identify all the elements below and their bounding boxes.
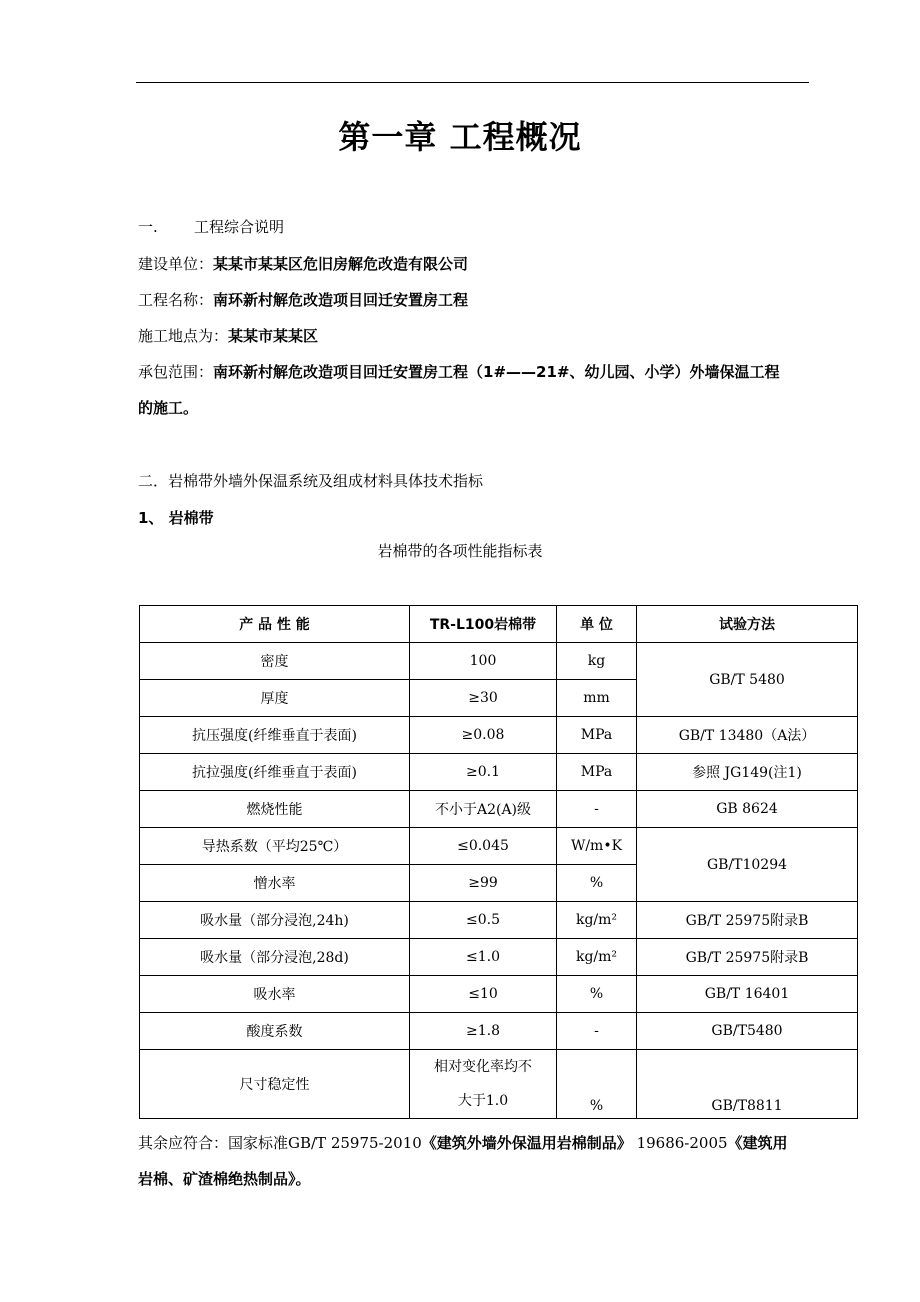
- footer-line-1: [138, 1132, 788, 1153]
- cell-method: GB 8624: [637, 791, 858, 828]
- header-cell: TR-L100岩棉带: [410, 606, 557, 643]
- cell-method: 参照 JG149(注1): [637, 754, 858, 791]
- table-row: [140, 754, 858, 791]
- section1-title: 工程综合说明: [194, 218, 285, 236]
- cell-property: 吸水量（部分浸泡,24h): [140, 902, 410, 939]
- cell-property: 抗压强度(纤维垂直于表面): [140, 717, 410, 754]
- field-label: 施工地点为：: [138, 327, 229, 345]
- cell-unit: %: [557, 865, 637, 902]
- cell-value: 100: [410, 643, 557, 680]
- cell-method: GB/T10294: [637, 828, 858, 902]
- header-cell: 试验方法: [637, 606, 858, 643]
- table-row: [140, 939, 858, 976]
- cell-value: ≤10: [410, 976, 557, 1013]
- field-scope: [138, 361, 779, 382]
- table-row: [140, 717, 858, 754]
- cell-value: ≤0.045: [410, 828, 557, 865]
- cell-method: GB/T 16401: [637, 976, 858, 1013]
- cell-property: 厚度: [140, 680, 410, 717]
- table-row: [140, 828, 858, 865]
- field-label: 工程名称：: [138, 291, 214, 309]
- cell-unit: -: [557, 1013, 637, 1050]
- cell-value-line: 相对变化率均不: [434, 1059, 532, 1075]
- cell-property: 吸水量（部分浸泡,28d): [140, 939, 410, 976]
- field-label: 承包范围：: [138, 363, 214, 381]
- cell-method: GB/T 25975附录B: [637, 902, 858, 939]
- header-cell: 单 位: [557, 606, 637, 643]
- header-cell: 产 品 性 能: [140, 606, 410, 643]
- cell-unit: MPa: [557, 717, 637, 754]
- cell-unit: -: [557, 791, 637, 828]
- section2-heading: 二．岩棉带外墙外保温系统及组成材料具体技术指标: [138, 472, 484, 490]
- table-caption: 岩棉带的各项性能指标表: [377, 542, 543, 560]
- field-scope-continued: 的施工。: [138, 399, 199, 417]
- footer-line-2: 岩棉、矿渣棉绝热制品》。: [138, 1170, 311, 1188]
- cell-property: 燃烧性能: [140, 791, 410, 828]
- cell-property: 憎水率: [140, 865, 410, 902]
- field-value: 南环新村解危改造项目回迁安置房工程（1#——21#、幼儿园、小学）外墙保温工程: [213, 363, 780, 381]
- cell-property: 吸水率: [140, 976, 410, 1013]
- footer-prefix: 其余应符合：国家标准GB/T 25975-2010: [138, 1134, 422, 1152]
- table-row: [140, 1013, 858, 1050]
- spec-table: [139, 605, 858, 1119]
- cell-property: 酸度系数: [140, 1013, 410, 1050]
- field-label: 建设单位：: [138, 255, 214, 273]
- footer-ref1: 《建筑外墙外保温用岩棉制品》: [421, 1134, 632, 1152]
- cell-unit: W/m•K: [557, 828, 637, 865]
- field-value: 某某市某某区: [228, 327, 319, 345]
- cell-value: ≥99: [410, 865, 557, 902]
- cell-value: ≥1.8: [410, 1013, 557, 1050]
- footer-mid: 19686-2005: [631, 1134, 728, 1152]
- cell-value: ≥0.1: [410, 754, 557, 791]
- subsection-heading: 1、 岩棉带: [138, 509, 214, 527]
- cell-value: ≤0.5: [410, 902, 557, 939]
- cell-property: 导热系数（平均25℃）: [140, 828, 410, 865]
- cell-method: GB/T5480: [637, 1013, 858, 1050]
- field-location: [138, 325, 318, 346]
- cell-method: GB/T8811: [637, 1050, 858, 1119]
- cell-value-multiline: [410, 1050, 557, 1119]
- table-row: [140, 1050, 858, 1119]
- cell-unit: %: [557, 1050, 637, 1119]
- cell-unit: MPa: [557, 754, 637, 791]
- cell-method: GB/T 25975附录B: [637, 939, 858, 976]
- cell-unit: mm: [557, 680, 637, 717]
- cell-value: ≥30: [410, 680, 557, 717]
- field-value: 某某市某某区危旧房解危改造有限公司: [213, 255, 469, 273]
- field-project-name: [138, 289, 468, 310]
- cell-value: 不小于A2(A)级: [410, 791, 557, 828]
- cell-value-line: 大于1.0: [457, 1093, 509, 1109]
- cell-unit: kg: [557, 643, 637, 680]
- cell-unit: kg/m²: [557, 902, 637, 939]
- table-row: [140, 791, 858, 828]
- page-title: 第一章 工程概况: [338, 118, 582, 156]
- cell-property: 密度: [140, 643, 410, 680]
- table-row: [140, 976, 858, 1013]
- cell-unit: %: [557, 976, 637, 1013]
- cell-property: 抗拉强度(纤维垂直于表面): [140, 754, 410, 791]
- table-row: [140, 643, 858, 680]
- field-value: 南环新村解危改造项目回迁安置房工程: [213, 291, 469, 309]
- cell-value: ≥0.08: [410, 717, 557, 754]
- cell-value: ≤1.0: [410, 939, 557, 976]
- footer-ref2: 《建筑用: [727, 1134, 788, 1152]
- field-builder: [138, 253, 468, 274]
- cell-method: GB/T 13480（A法）: [637, 717, 858, 754]
- section1-heading: [138, 216, 284, 237]
- section1-number: 一.: [138, 218, 158, 236]
- cell-property: 尺寸稳定性: [140, 1050, 410, 1119]
- table-header-row: [140, 606, 858, 643]
- table-row: [140, 902, 858, 939]
- cell-unit: kg/m²: [557, 939, 637, 976]
- header-rule: [136, 82, 809, 83]
- cell-method: GB/T 5480: [637, 643, 858, 717]
